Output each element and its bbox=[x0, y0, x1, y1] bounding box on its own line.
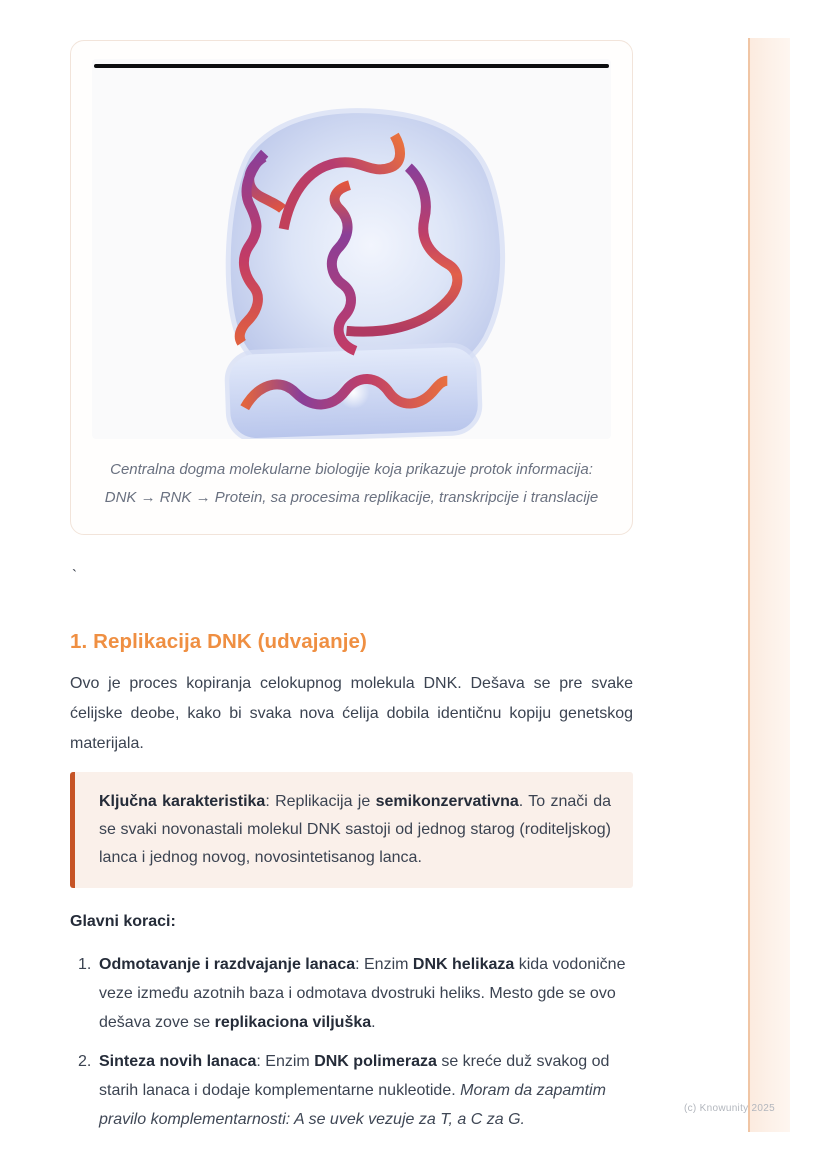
copyright-note: (c) Knowunity 2025 bbox=[683, 1103, 775, 1114]
section-heading: 1. Replikacija DNK (udvajanje) bbox=[70, 630, 367, 653]
step-bold-term: Odmotavanje i razdvajanje lanaca bbox=[99, 956, 356, 973]
callout-text-segment: : Replikacija je bbox=[265, 793, 376, 810]
step-text bbox=[99, 1047, 633, 1134]
step-italic-note: Moram da zapamtim pravilo komplementarnosti: A se uvek vezuje za T, a C za G. bbox=[99, 1082, 606, 1128]
figure-image-area bbox=[92, 59, 611, 439]
page-accent-bar bbox=[748, 38, 790, 1132]
step-bold-term: DNK helikaza bbox=[412, 956, 515, 973]
step-number: 1. bbox=[78, 956, 92, 973]
step-bold-term: Sinteza novih lanaca bbox=[99, 1053, 257, 1070]
steps-label: Glavni koraci: bbox=[70, 913, 176, 930]
step-text-segment: kida vodonične veze između azotnih baza i odmotava dvostruki heliks. Mesto gde se ovo dešava zove se bbox=[99, 956, 626, 1031]
step-item-2 bbox=[78, 1047, 633, 1134]
steps-list bbox=[70, 950, 633, 1134]
step-text-segment: se kreće duž svakog od starih lanaca i dodaje komplementarne nukleotide. bbox=[99, 1053, 610, 1099]
step-text-segment: . bbox=[371, 1014, 376, 1031]
note-content bbox=[70, 40, 633, 1134]
step-text-segment: : Enzim bbox=[355, 956, 413, 973]
figure-caption bbox=[98, 456, 605, 512]
callout-bold-term: Ključna karakteristika bbox=[99, 793, 266, 810]
callout-text-segment: . To znači da se svaki novonastali molekul DNK sastoji od jednog starog (roditeljskog) lanca i jednog novog, novosintetisanog lanca. bbox=[99, 793, 611, 866]
figure-card bbox=[70, 40, 633, 535]
figure-caption-line1: Centralna dogma molekularne biologije koja prikazuje protok informacija: bbox=[110, 461, 593, 478]
callout-bold-term: semikonzervativna bbox=[375, 793, 519, 810]
step-item-1 bbox=[78, 950, 633, 1037]
callout-text bbox=[99, 788, 611, 872]
step-bold-term: replikaciona viljuška bbox=[214, 1014, 372, 1031]
figure-caption-line2: DNK → RNK → Protein, sa procesima replikacije, transkripcije i translacije bbox=[104, 489, 599, 506]
central-dogma-illustration bbox=[92, 59, 611, 439]
step-number: 2. bbox=[78, 1053, 92, 1070]
step-bold-term: DNK polimeraza bbox=[314, 1053, 437, 1070]
step-text bbox=[99, 950, 633, 1037]
step-text-segment: : Enzim bbox=[256, 1053, 315, 1070]
key-characteristic-callout bbox=[70, 772, 633, 888]
intro-paragraph: Ovo je proces kopiranja celokupnog molekula DNK. Dešava se pre svake ćelijske deobe, kako bi svaka nova ćelija dobila identičnu kopiju genetskog materijala. bbox=[70, 675, 633, 752]
stray-backtick-character: ` bbox=[72, 567, 77, 584]
